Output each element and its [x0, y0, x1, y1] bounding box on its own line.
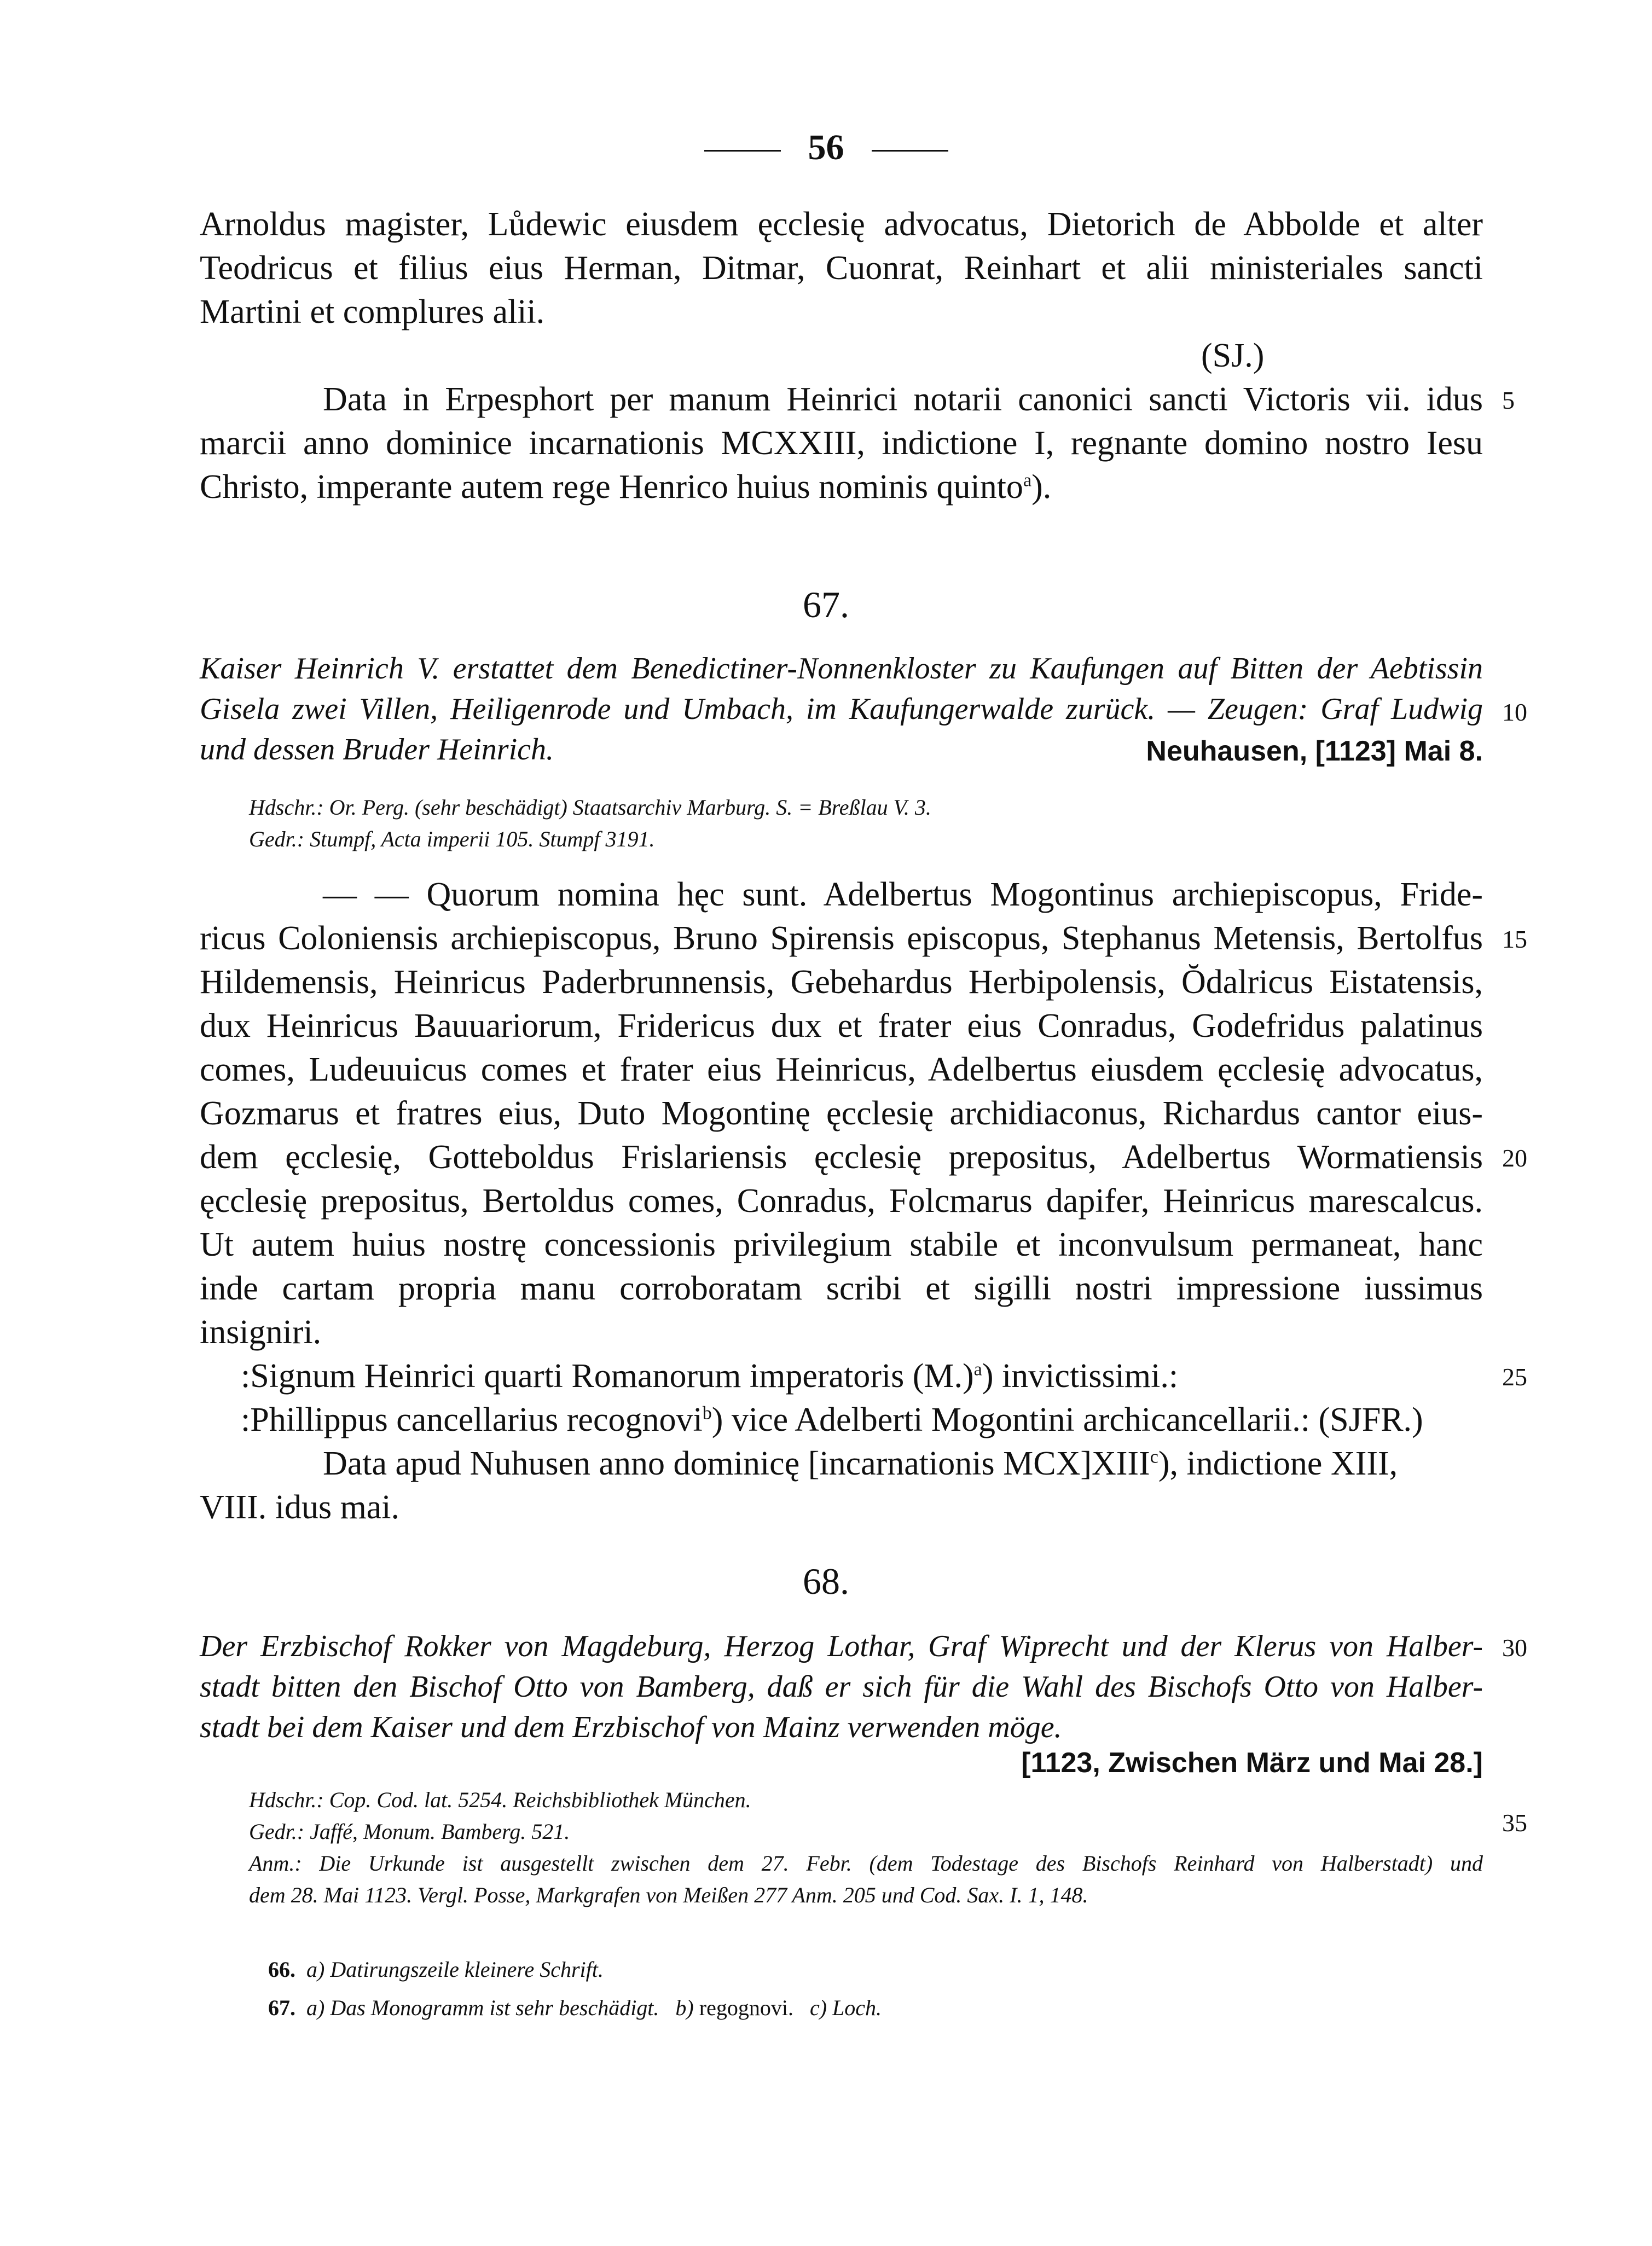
data-line: Data in Erpesphort per manum Heinrici notarii canonici sancti Victoris vii. idus: [323, 381, 1483, 418]
footnote-marker: a): [306, 1995, 325, 2020]
footnote-text: Datirungszeile kleinere Schrift.: [330, 1957, 604, 1982]
footnote-ref: a: [973, 1359, 982, 1380]
text-line: dux Heinricus Bauuariorum, Fridericus dux et frater eius Conradus, Godefridus palatinus: [200, 1007, 1483, 1044]
line-number: 35: [1502, 1809, 1527, 1837]
text-line: ęcclesię prepositus, Bertoldus comes, Conradus, Folcmarus dapifer, Heinricus marescalcus.: [200, 1182, 1483, 1220]
page-number-dash-right: [872, 150, 948, 152]
continuation-line: Arnoldus magister, Lůdewic eiusdem ęcclesię advocatus, Dietorich de Abbolde et alter: [200, 206, 1483, 243]
recognition-end: ) vice Adelberti Mogontini archicancellarii.: (SJFR.): [711, 1401, 1423, 1438]
source-line: Gedr.: Stumpf, Acta imperii 105. Stumpf 3191.: [249, 827, 655, 851]
regest-line: Der Erzbischof Rokker von Magdeburg, Herzog Lothar, Graf Wiprecht und der Klerus von Halber-: [200, 1629, 1483, 1663]
signum-text: :Signum Heinrici quarti Romanorum imperatoris (M.): [241, 1357, 974, 1395]
footnote-marker: c): [809, 1995, 827, 2020]
document-number: 68.: [803, 1560, 849, 1602]
regest-line: und dessen Bruder Heinrich.: [200, 733, 554, 767]
footnote-marker: b): [675, 1995, 694, 2020]
text-line: comes, Ludeuuicus comes et frater eius Heinricus, Adelbertus eiusdem ęcclesię advocatus,: [200, 1051, 1483, 1088]
footnote-marker: a): [306, 1957, 325, 1982]
recognition-text: :Phillippus cancellarius recognovi: [241, 1401, 703, 1438]
text-line: inde cartam propria manu corroboratam scribi et sigilli nostri impressione iussimus: [200, 1270, 1483, 1307]
continuation-line: Teodricus et filius eius Herman, Ditmar, Cuonrat, Reinhart et alii ministeriales sancti: [200, 249, 1483, 287]
footnote-66: [268, 1953, 1483, 1986]
source-line: Anm.: Die Urkunde ist ausgestellt zwischen dem 27. Febr. (dem Todestage des Bischofs Reinhard von Halberstadt) und: [249, 1851, 1483, 1876]
footnote-67: [268, 1992, 1483, 2024]
text-line: Hildemensis, Heinricus Paderbrunnensis, Gebehardus Herbipolensis, Ŏdalricus Eistatensis,: [200, 964, 1483, 1001]
dating-end: ), indictione XIII,: [1158, 1445, 1398, 1482]
footnote-ref: c: [1150, 1447, 1158, 1467]
regest-line: Kaiser Heinrich V. erstattet dem Benedictiner-Nonnenkloster zu Kaufungen auf Bitten der Aebtissin: [200, 652, 1483, 686]
regest-line: stadt bei dem Kaiser und dem Erzbischof von Mainz verwenden möge.: [200, 1710, 1062, 1744]
signum-end: ) invictissimi.:: [982, 1357, 1179, 1395]
text-line: — — Quorum nomina hęc sunt. Adelbertus Mogontinus archiepiscopus, Fride-: [323, 876, 1483, 913]
text-line: Gozmarus et fratres eius, Duto Mogontinę ęcclesię archidiaconus, Richardus cantor eius-: [200, 1095, 1483, 1132]
text-line: ricus Coloniensis archiepiscopus, Bruno Spirensis episcopus, Stephanus Metensis, Bertolfus: [200, 920, 1483, 957]
document-date: [1123, Zwischen März und Mai 28.]: [1021, 1747, 1483, 1779]
footnote-ref: a: [1023, 470, 1032, 491]
footnote-number: 66.: [268, 1957, 295, 1982]
text-line: Ut autem huius nostrę concessionis privilegium stabile et inconvulsum permaneat, hanc: [200, 1226, 1483, 1263]
footnote-ref: b: [702, 1403, 712, 1424]
line-number: 10: [1502, 698, 1527, 726]
footnote-text: regognovi.: [699, 1995, 793, 2020]
line-number: 20: [1502, 1144, 1527, 1172]
signum-line: [241, 1354, 1483, 1398]
place-date: Neuhausen, [1123] Mai 8.: [1146, 735, 1483, 767]
footnote-text: Loch.: [832, 1995, 882, 2020]
source-line: Gedr.: Jaffé, Monum. Bamberg. 521.: [249, 1819, 570, 1844]
footnote-number: 67.: [268, 1995, 295, 2020]
seal-mark: (SJ.): [1201, 337, 1265, 374]
recognition-line: [241, 1398, 1483, 1442]
data-line-end: ).: [1031, 468, 1052, 506]
page-number-dash-left: [704, 150, 781, 152]
document-number: 67.: [803, 584, 849, 625]
page-number: [0, 126, 1652, 170]
regest-line: stadt bitten den Bischof Otto von Bamberg, daß er sich für die Wahl des Bischofs Otto von Halber-: [200, 1670, 1483, 1704]
data-line: marcii anno dominice incarnationis MCXXIII, indictione I, regnante domino nostro Iesu: [200, 425, 1483, 462]
continuation-line: Martini et complures alii.: [200, 293, 545, 330]
dating-line: VIII. idus mai.: [200, 1489, 400, 1526]
data-line: [200, 465, 1483, 509]
dating-text: Data apud Nuhusen anno dominicę [incarnationis MCX]XIII: [323, 1445, 1150, 1482]
text-line: dem ęcclesię, Gotteboldus Frislariensis ęcclesię prepositus, Adelbertus Wormatiensis: [200, 1139, 1483, 1176]
data-line-text: Christo, imperante autem rege Henrico huius nominis quinto: [200, 468, 1023, 506]
footnote-text: Das Monogramm ist sehr beschädigt.: [330, 1995, 659, 2020]
line-number: 5: [1502, 386, 1515, 414]
regest-line: Gisela zwei Villen, Heiligenrode und Umbach, im Kaufungerwalde zurück. — Zeugen: Graf Ludwig: [200, 692, 1483, 726]
line-number: 25: [1502, 1363, 1527, 1391]
page-number-text: 56: [808, 127, 844, 167]
source-line: Hdschr.: Cop. Cod. lat. 5254. Reichsbibliothek München.: [249, 1787, 751, 1812]
source-line: dem 28. Mai 1123. Vergl. Posse, Markgrafen von Meißen 277 Anm. 205 und Cod. Sax. I. 1, 148.: [249, 1883, 1088, 1907]
dating-line: [323, 1442, 1483, 1485]
text-line: insigniri.: [200, 1314, 322, 1351]
line-number: 15: [1502, 925, 1527, 953]
source-line: Hdschr.: Or. Perg. (sehr beschädigt) Staatsarchiv Marburg. S. = Breßlau V. 3.: [249, 795, 931, 820]
line-number: 30: [1502, 1634, 1527, 1662]
